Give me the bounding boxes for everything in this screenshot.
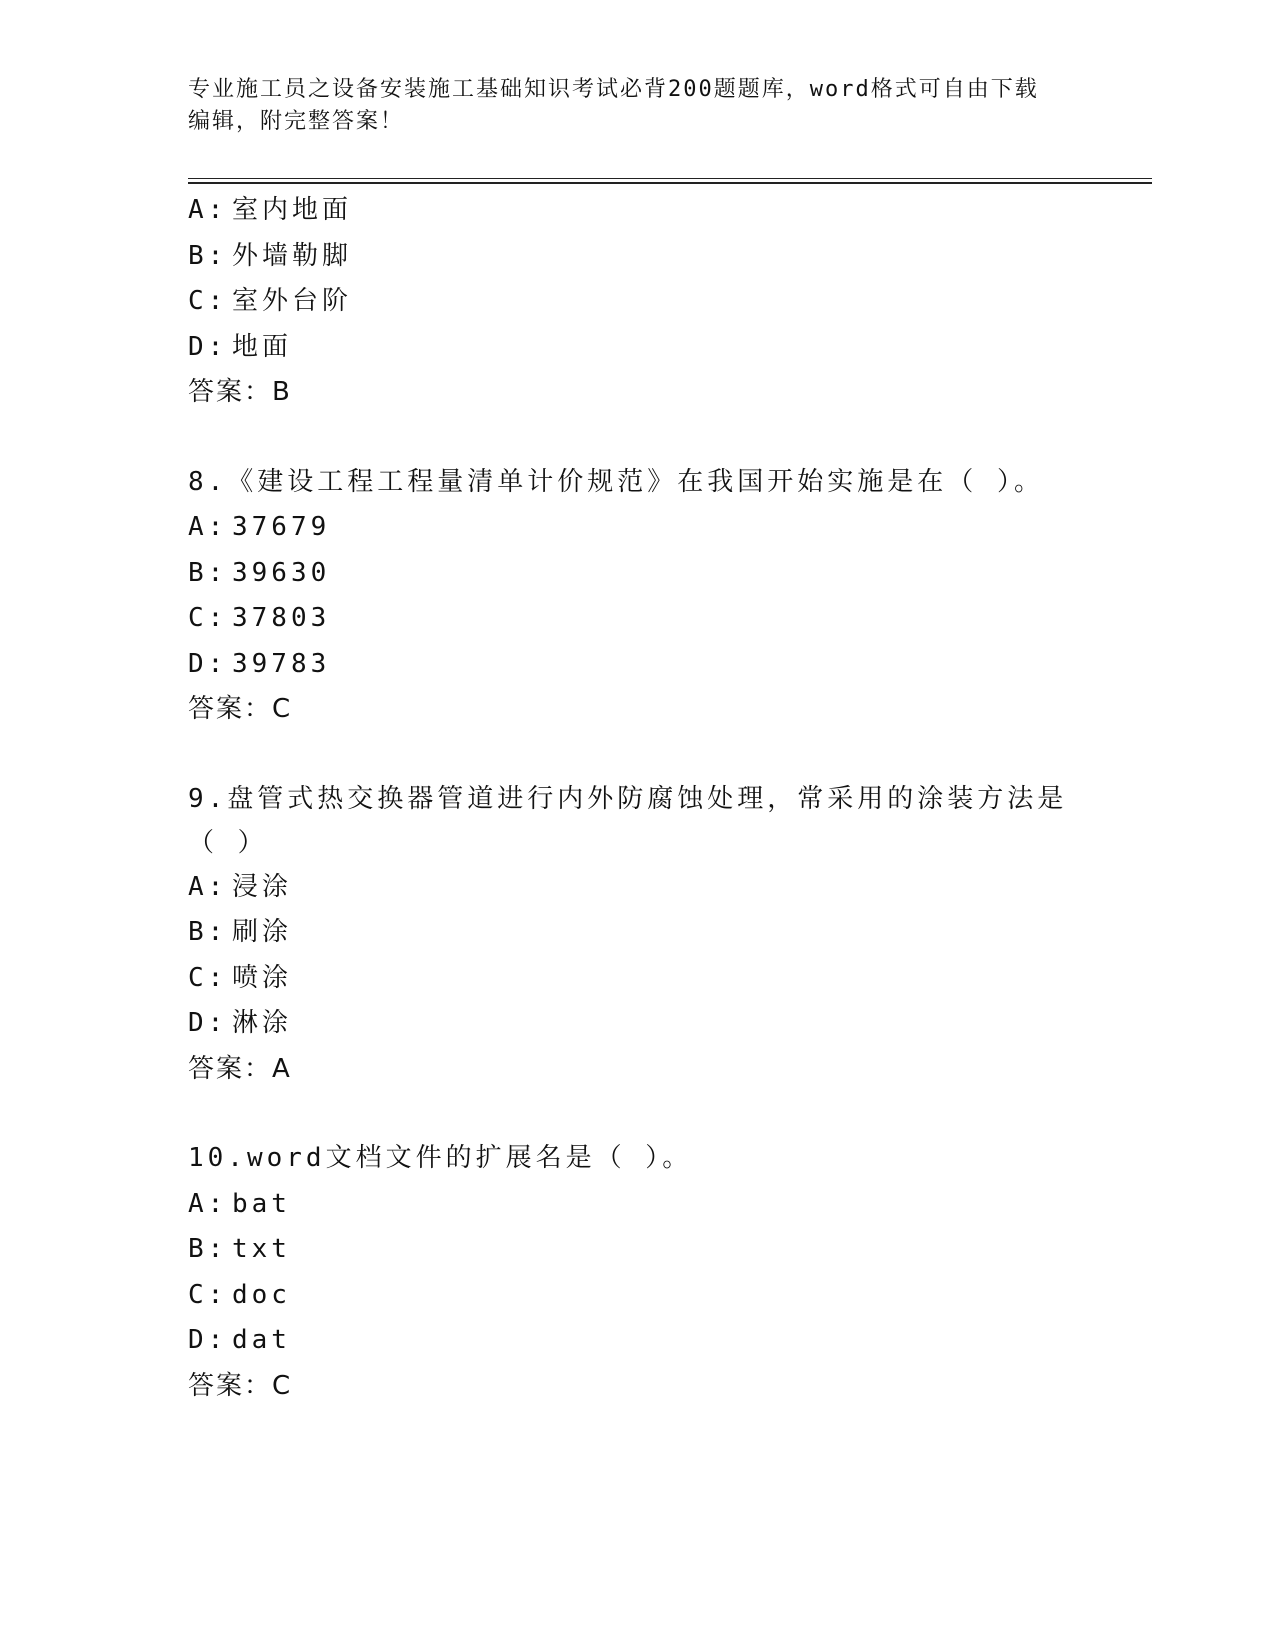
option-a (188, 188, 1088, 234)
option-d (188, 1318, 1088, 1364)
option-key: A: (188, 1188, 228, 1219)
option-d (188, 642, 1088, 688)
option-text: 喷涂 (232, 962, 293, 993)
option-key: A: (188, 195, 228, 225)
question-7 (188, 188, 1088, 416)
option-key: B: (188, 240, 228, 271)
header-rule-thick (188, 182, 1152, 184)
option-text: 39630 (232, 557, 331, 588)
option-c (188, 956, 1088, 1002)
question-list (188, 188, 1088, 1409)
question-9 (188, 777, 1088, 1093)
spacer (188, 733, 1088, 777)
option-key: D: (188, 1325, 228, 1355)
answer-line: 答案：A (188, 1053, 292, 1084)
question-text: 10.word文档文件的扩展名是（ ）。 (188, 1143, 693, 1173)
option-key: D: (188, 648, 228, 679)
option-key: B: (188, 557, 228, 588)
answer-line: 答案：B (188, 377, 292, 407)
option-key: C: (188, 286, 228, 316)
option-text: 室外台阶 (232, 286, 353, 316)
option-c (188, 596, 1088, 642)
spacer (188, 416, 1088, 460)
option-text: doc (232, 1279, 291, 1310)
option-text: 39783 (232, 648, 331, 679)
option-b (188, 551, 1088, 597)
option-key: D: (188, 1008, 228, 1038)
option-text: 外墙勒脚 (232, 240, 353, 271)
option-key: B: (188, 1234, 228, 1264)
option-d (188, 1001, 1088, 1047)
option-b (188, 910, 1088, 956)
answer-line: 答案：C (188, 694, 293, 724)
option-key: A: (188, 512, 228, 542)
option-text: 浸涂 (232, 871, 293, 902)
option-key: C: (188, 1279, 228, 1310)
question-text: 9.盘管式热交换器管道进行内外防腐蚀处理，常采用的涂装方法是（ ） (188, 783, 1068, 858)
header-rule-thin (188, 178, 1152, 179)
option-text: bat (232, 1188, 291, 1219)
option-a (188, 1182, 1088, 1228)
option-text: 淋涂 (232, 1008, 293, 1038)
document-header (188, 74, 1068, 138)
header-line-2: 编辑，附完整答案！ (188, 109, 405, 134)
option-text: 37679 (232, 512, 331, 542)
question-text: 8.《建设工程工程量清单计价规范》在我国开始实施是在（ ）。 (188, 466, 1044, 497)
option-text: 刷涂 (232, 917, 293, 947)
option-key: B: (188, 917, 228, 947)
option-a (188, 865, 1088, 911)
option-key: C: (188, 603, 228, 633)
header-line-1: 专业施工员之设备安装施工基础知识考试必背200题题库，word格式可自由下载 (188, 77, 1039, 102)
answer-line: 答案：C (188, 1370, 293, 1401)
option-text: 37803 (232, 603, 331, 633)
option-text: dat (232, 1325, 291, 1355)
option-text: txt (232, 1234, 291, 1264)
option-a (188, 505, 1088, 551)
option-text: 室内地面 (232, 195, 353, 225)
spacer (188, 1092, 1088, 1136)
option-key: A: (188, 871, 228, 902)
question-8 (188, 460, 1088, 733)
question-10 (188, 1136, 1088, 1409)
option-c (188, 1273, 1088, 1319)
option-d (188, 325, 1088, 371)
option-key: D: (188, 331, 228, 362)
option-text: 地面 (232, 331, 293, 362)
option-b (188, 234, 1088, 280)
option-b (188, 1227, 1088, 1273)
option-key: C: (188, 962, 228, 993)
option-c (188, 279, 1088, 325)
